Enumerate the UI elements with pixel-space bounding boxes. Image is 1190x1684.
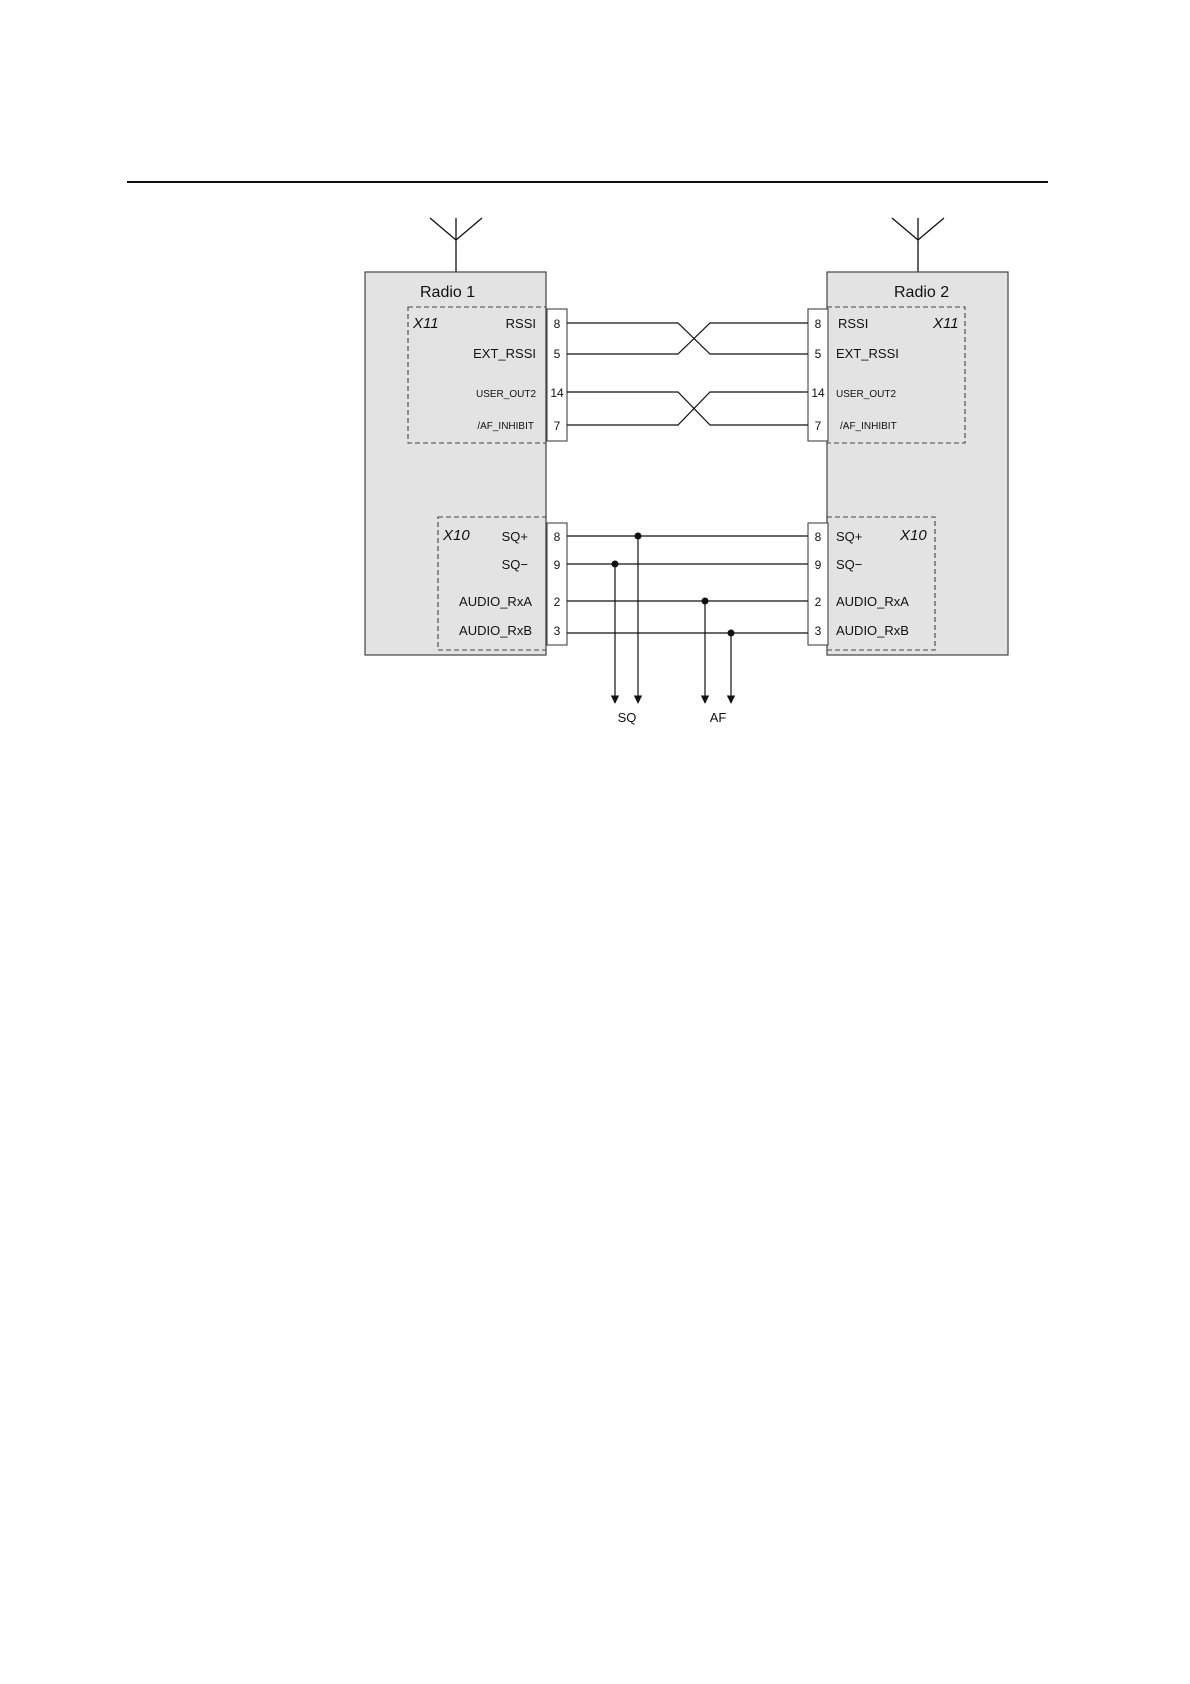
junction-dot-audio-rxa: [702, 598, 709, 605]
radio-1-signal-rssi: RSSI: [505, 316, 536, 331]
wire-af-inhibit-to-user-out2: [567, 392, 808, 425]
radio-1-x10-pin-sq-minus: 9: [553, 558, 561, 572]
radio-2-x11-pin-user-out2: 14: [811, 386, 825, 400]
radio-2-signal-audio-rxb: AUDIO_RxB: [836, 623, 909, 638]
radio-1-x11-pin-ext-rssi: 5: [553, 347, 561, 361]
output-label-sq: SQ: [617, 710, 637, 725]
radio-2-x10-label: X10: [900, 527, 927, 544]
junction-dot-sq-plus: [635, 533, 642, 540]
radio-1-signal-sq-minus: SQ−: [501, 557, 528, 572]
radio-1-x11-pin-user-out2: 14: [550, 386, 564, 400]
wire-user-out2-to-af-inhibit: [567, 392, 808, 425]
radio-1-x10-label: X10: [443, 527, 470, 544]
radio-1-x11-pin-rssi: 8: [553, 317, 561, 331]
output-label-af: AF: [709, 710, 727, 725]
radio-2-signal-af-inhibit: /AF_INHIBIT: [840, 421, 897, 432]
radio-2-signal-rssi: RSSI: [838, 316, 869, 331]
antenna-icon-radio-2: [892, 218, 944, 272]
radio-1-signal-af-inhibit: /AF_INHIBIT: [477, 421, 534, 432]
wire-ext-rssi-to-rssi: [567, 323, 808, 354]
radio-2-signal-user-out2: USER_OUT2: [836, 389, 897, 400]
radio-2-x11-pin-ext-rssi: 5: [814, 347, 822, 361]
radio-2-x10-pin-audio-rxa: 2: [814, 595, 822, 609]
radio-2-x11-label: X11: [933, 315, 959, 332]
radio-2-signal-ext-rssi: EXT_RSSI: [836, 346, 899, 361]
radio-2-x10-pin-audio-rxb: 3: [814, 624, 822, 638]
radio-2-signal-sq-minus: SQ−: [836, 557, 863, 572]
radio-1-x10-pin-audio-rxa: 2: [553, 595, 561, 609]
wire-rssi-to-ext-rssi: [567, 323, 808, 354]
radio-2-x11-pin-rssi: 8: [814, 317, 822, 331]
radio-2-x10-pin-sq-minus: 9: [814, 558, 822, 572]
radio-2-x11-pin-af-inhibit: 7: [814, 419, 822, 433]
radio-1-signal-audio-rxa: AUDIO_RxA: [459, 594, 532, 609]
radio-1-signal-audio-rxb: AUDIO_RxB: [459, 623, 532, 638]
radio-1-title: Radio 1: [420, 284, 476, 301]
radio-2-title: Radio 2: [894, 284, 950, 301]
radio-1-x11-pin-af-inhibit: 7: [553, 419, 561, 433]
antenna-icon-radio-1: [430, 218, 482, 272]
radio-1-signal-ext-rssi: EXT_RSSI: [473, 346, 536, 361]
radio-2-x10-pin-sq-plus: 8: [814, 530, 822, 544]
radio-2-signal-sq-plus: SQ+: [836, 529, 863, 544]
radio-1-x10-pin-sq-plus: 8: [553, 530, 561, 544]
radio-1-x11-label: X11: [413, 315, 439, 332]
radio-1-signal-user-out2: USER_OUT2: [475, 389, 536, 400]
radio-1-signal-sq-plus: SQ+: [501, 529, 528, 544]
radio-1-x10-pin-audio-rxb: 3: [553, 624, 561, 638]
radio-2-signal-audio-rxa: AUDIO_RxA: [836, 594, 909, 609]
junction-dot-audio-rxb: [728, 630, 735, 637]
junction-dot-sq-minus: [612, 561, 619, 568]
